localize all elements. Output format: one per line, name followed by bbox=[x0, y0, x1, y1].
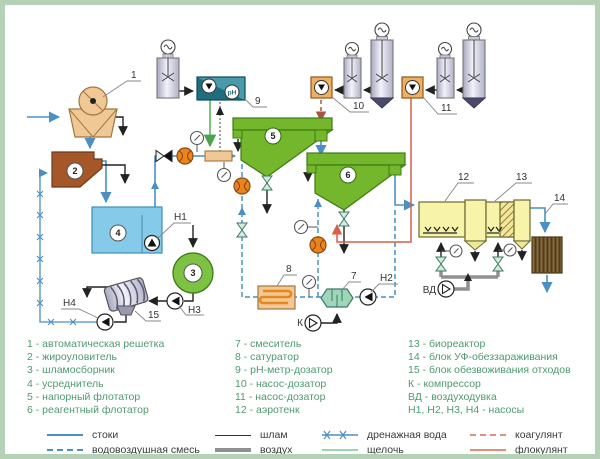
legend-item: 7 - смеситель bbox=[235, 338, 302, 350]
bioreactor-13 bbox=[486, 200, 530, 249]
diagram-canvas bbox=[5, 5, 600, 337]
equipment-legend-col2 bbox=[235, 338, 333, 417]
legend-line-label: коагулянт bbox=[515, 429, 563, 441]
swatch-air-water-line bbox=[47, 449, 83, 451]
legend-item: ВД - воздуходувка bbox=[408, 390, 497, 403]
swatch-sewage-line bbox=[47, 434, 83, 436]
valve-riser5 bbox=[237, 223, 247, 237]
callout-h4: Н4 bbox=[63, 298, 76, 309]
saturator-8 bbox=[258, 286, 295, 309]
ph-sensor-line bbox=[216, 102, 224, 156]
legend-item: Н1, Н2, Н3, Н4 - насосы bbox=[408, 404, 525, 417]
ph-label: pH bbox=[227, 89, 237, 97]
swatch-coagulant-line bbox=[470, 434, 506, 436]
coagulant-tanks bbox=[344, 23, 393, 108]
callout-9: 9 bbox=[255, 96, 261, 107]
callout-8: 8 bbox=[286, 264, 292, 275]
pressure-gauge-riser5 bbox=[218, 162, 231, 182]
swatch-air-line bbox=[215, 448, 251, 452]
callout-15: 15 bbox=[148, 310, 160, 321]
callout-h1: Н1 bbox=[174, 212, 187, 223]
daf-feed-pipe bbox=[155, 156, 235, 235]
pump-h1 bbox=[145, 236, 160, 251]
uv-disinfection-14 bbox=[532, 237, 562, 273]
legend-line-flokulyant bbox=[470, 444, 568, 456]
automatic-screen-1 bbox=[69, 87, 117, 137]
callout-11: 11 bbox=[441, 103, 452, 114]
legend-item: 2 - жироуловитель bbox=[27, 351, 117, 364]
dewatering-unit-15 bbox=[103, 277, 148, 315]
legend-item: 14 - блок УФ-обеззараживания bbox=[408, 351, 558, 364]
sludge-collector-3 bbox=[173, 253, 213, 293]
swatch-alkali-line bbox=[322, 449, 358, 451]
callout-10: 10 bbox=[353, 101, 365, 112]
reagent-flotator-6 bbox=[307, 153, 405, 226]
to-uv-pipe bbox=[530, 208, 545, 232]
callout-14: 14 bbox=[554, 193, 566, 204]
flotator6-sludge-valve bbox=[339, 212, 349, 226]
legend-item: 5 - напорный флотатор bbox=[27, 390, 141, 403]
legend-item: 13 - биореактор bbox=[408, 338, 486, 350]
tag-4: 4 bbox=[115, 228, 121, 238]
callout-1: 1 bbox=[131, 70, 137, 81]
legend-item: 4 - усреднитель bbox=[27, 377, 104, 390]
legend-line-vozduh bbox=[215, 444, 322, 456]
compressor-k bbox=[305, 315, 321, 331]
legend-item: 1 - автоматическая решетка bbox=[27, 338, 165, 350]
legend-line-label: дренажная вода bbox=[367, 429, 447, 441]
callout-13: 13 bbox=[516, 172, 528, 183]
callout-k: К bbox=[297, 318, 303, 329]
alkali-tank bbox=[157, 40, 179, 98]
pressure-gauge-feed bbox=[191, 132, 204, 153]
legend-line-label: флокулянт bbox=[515, 444, 568, 456]
legend-line-label: шлам bbox=[260, 429, 288, 441]
line-type-legend bbox=[47, 429, 568, 456]
check-valve bbox=[156, 151, 172, 162]
flocculant-doser-11 bbox=[402, 77, 423, 98]
legend-item: 6 - реагентный флотатор bbox=[27, 404, 149, 417]
legend-item: 9 - pH-метр-дозатор bbox=[235, 364, 333, 377]
pump-h4 bbox=[97, 314, 113, 330]
flocculant-tanks bbox=[437, 23, 485, 108]
legend-item: 12 - аэротенк bbox=[235, 404, 300, 417]
equipment-legend-col1 bbox=[27, 338, 164, 417]
tag-5: 5 bbox=[270, 131, 276, 141]
equalizer-4 bbox=[92, 207, 162, 253]
legend-item: 3 - шламосборник bbox=[27, 364, 115, 377]
equipment-legend-col3 bbox=[408, 338, 571, 417]
pressure-gauge-saturator bbox=[303, 276, 316, 298]
aeration-tank-12 bbox=[419, 200, 486, 250]
swatch-sludge-line bbox=[215, 435, 251, 436]
static-mixer bbox=[205, 151, 232, 161]
tag-2: 2 bbox=[72, 166, 78, 176]
flotator5-sludge-valve bbox=[262, 176, 272, 190]
callout-h3: Н3 bbox=[188, 305, 201, 316]
legend-line-label: щелочь bbox=[367, 444, 404, 456]
tag-3: 3 bbox=[190, 268, 196, 278]
legend-item: К - компрессор bbox=[408, 377, 481, 390]
pump-h3 bbox=[167, 293, 183, 309]
callout-12: 12 bbox=[458, 172, 470, 183]
legend-line-label: водовоздушная смесь bbox=[92, 444, 200, 456]
compressor-air-pipe bbox=[321, 314, 337, 323]
pump-orange-riser6 bbox=[310, 237, 326, 253]
legend-item: 10 - насос-дозатор bbox=[235, 377, 327, 390]
tag-6: 6 bbox=[345, 170, 351, 180]
coagulant-doser-10 bbox=[311, 77, 332, 98]
swatch-flocculant-line bbox=[470, 449, 506, 451]
mixer-7 bbox=[321, 289, 353, 307]
legend-line-shchyoloch bbox=[322, 444, 470, 456]
grease-trap-2 bbox=[52, 152, 102, 187]
pump-orange-riser5 bbox=[234, 178, 250, 194]
legend-line-vodovozdushnaya bbox=[47, 444, 215, 456]
callout-vd: ВД bbox=[422, 285, 436, 296]
legend-line-stoki bbox=[47, 429, 215, 441]
legend-item: 8 - сатуратор bbox=[235, 351, 299, 364]
pump-orange-feed bbox=[177, 148, 193, 164]
callout-7: 7 bbox=[351, 271, 357, 282]
legend-line-label: воздух bbox=[260, 444, 293, 456]
legend-line-label: стоки bbox=[92, 429, 119, 441]
legend-line-koagulyant bbox=[470, 429, 568, 441]
swatch-drainage-line bbox=[322, 429, 358, 441]
legend-line-drenazh bbox=[322, 429, 470, 441]
pressure-gauge-riser6 bbox=[295, 221, 319, 234]
pump-h2 bbox=[360, 289, 376, 305]
legend-item: 11 - насос-дозатор bbox=[235, 390, 326, 403]
legend-line-shlam bbox=[215, 429, 322, 441]
ph-meter-doser-9 bbox=[197, 77, 245, 100]
callout-h2: Н2 bbox=[380, 273, 393, 284]
legend-item: 15 - блок обезвоживания отходов bbox=[408, 364, 571, 377]
blower-vd bbox=[438, 281, 454, 297]
